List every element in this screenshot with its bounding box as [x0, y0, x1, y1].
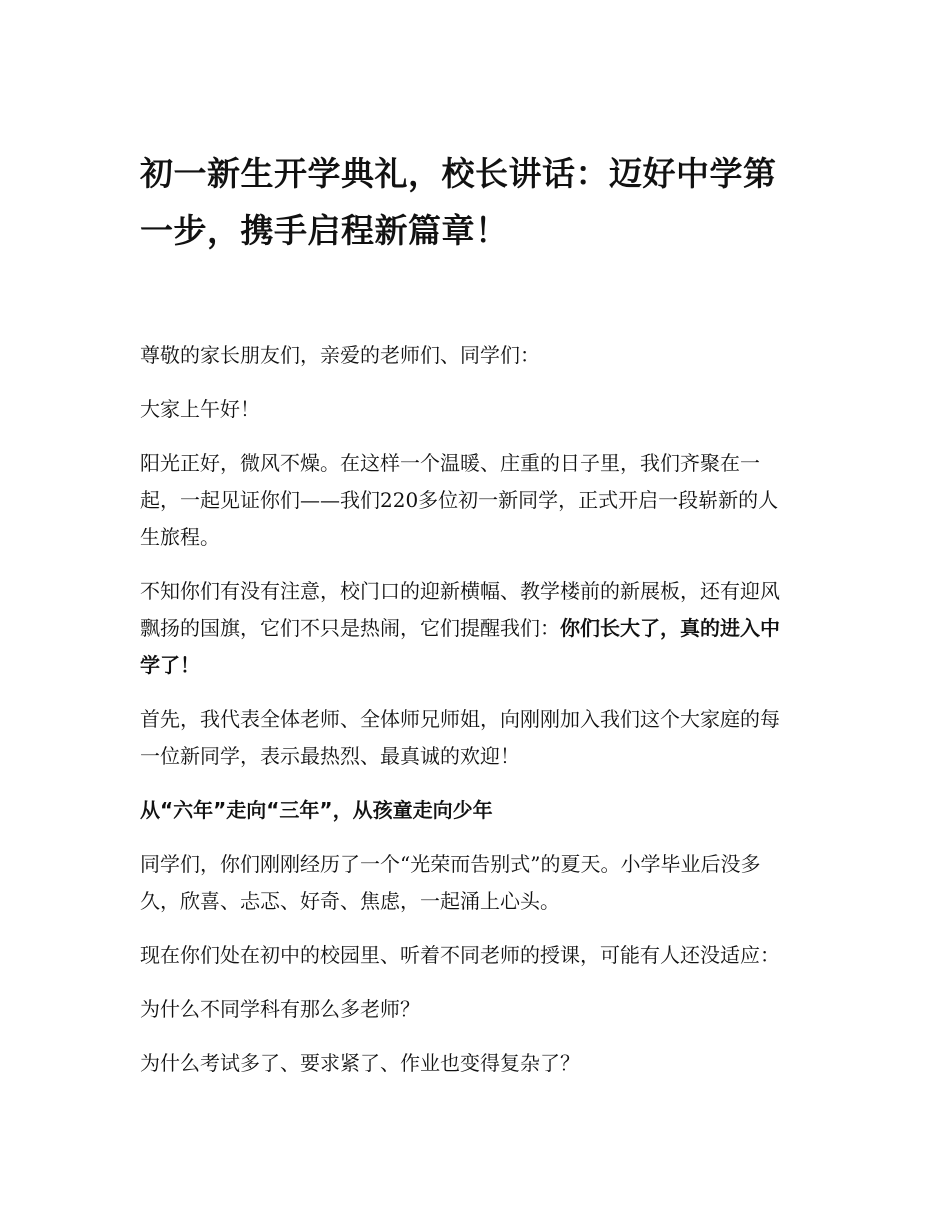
- paragraph-opening: 阳光正好，微风不燥。在这样一个温暖、庄重的日子里，我们齐聚在一起，一起见证你们——我们220多位初一新同学，正式开启一段崭新的人生旅程。: [140, 451, 779, 549]
- paragraph-notice-text: 不知你们有没有注意，校门口的迎新横幅、教学楼前的新展板，还有迎风飘扬的国旗，它们不只是热闹，它们提醒我们：: [140, 579, 780, 640]
- salutation: 尊敬的家长朋友们，亲爱的老师们、同学们：: [140, 343, 540, 367]
- section-heading: 从“六年”走向“三年”，从孩童走向少年: [140, 798, 493, 822]
- paragraph-question-2: 为什么考试多了、要求紧了、作业也变得复杂了？: [140, 1051, 580, 1075]
- document-page: [140, 145, 795, 1099]
- paragraph-summer: 同学们，你们刚刚经历了一个“光荣而告别式”的夏天。小学毕业后没多久，欣喜、忐忑、好奇、焦虑，一起涌上心头。: [140, 852, 761, 913]
- paragraph-adapt: 现在你们处在初中的校园里、听着不同老师的授课，可能有人还没适应：: [140, 943, 780, 967]
- paragraph-notice-emphasis: 你们长大了，真的进入中学了！: [140, 616, 780, 677]
- paragraph-welcome: 首先，我代表全体老师、全体师兄师姐，向刚刚加入我们这个大家庭的每一位新同学，表示最热烈、最真诚的欢迎！: [140, 707, 780, 768]
- paragraph-notice: [140, 573, 795, 684]
- document-title: 初一新生开学典礼，校长讲话：迈好中学第一步，携手启程新篇章！: [140, 154, 777, 250]
- greeting: 大家上午好！: [140, 397, 260, 421]
- paragraph-question-1: 为什么不同学科有那么多老师？: [140, 997, 420, 1021]
- document-body: [140, 337, 795, 1082]
